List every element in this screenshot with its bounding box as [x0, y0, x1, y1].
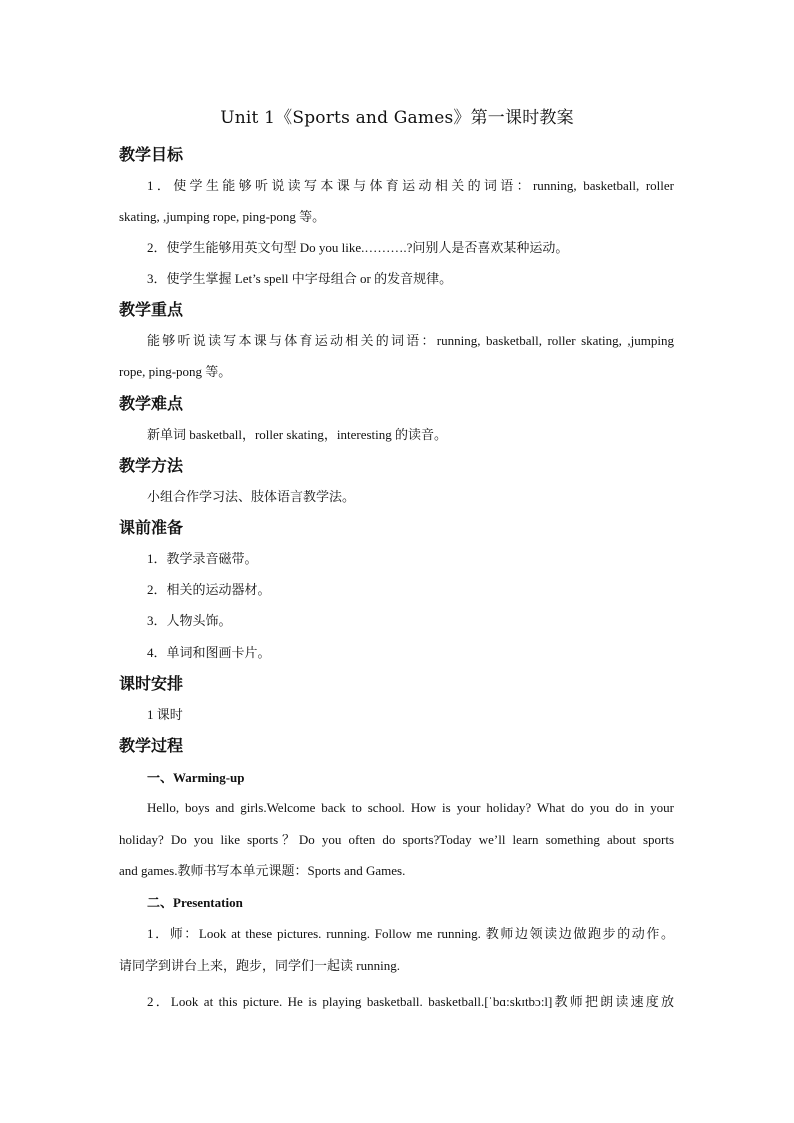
- process-heading: 教学过程: [119, 736, 184, 755]
- methods-heading: 教学方法: [119, 456, 184, 475]
- warming-up-line-2: holiday? Do you like sports？Do you often do sports?Today we’ll learn something about sports: [119, 832, 674, 847]
- schedule-text: 1 课时: [147, 707, 183, 722]
- preparation-item-2: 2．相关的运动器材。: [147, 582, 271, 597]
- preparation-item-3: 3．人物头饰。: [147, 613, 232, 628]
- key-points-line-1: 能够听说读写本课与体育运动相关的词语：running, basketball, roller skating, ,jumping: [147, 333, 674, 348]
- objectives-item-3: 3．使学生掌握 Let’s spell 中字母组合 or 的发音规律。: [147, 271, 453, 286]
- presentation-item-1-line-1: 1．师：Look at these pictures. running. Follow me running. 教师边领读边做跑步的动作。: [147, 926, 674, 941]
- warming-up-line-1: Hello, boys and girls.Welcome back to school. How is your holiday? What do you do in your: [147, 800, 674, 815]
- difficulties-text: 新单词 basketball，roller skating，interesting 的读音。: [147, 427, 448, 442]
- document-title: Unit 1《Sports and Games》第一课时教案: [220, 108, 574, 128]
- presentation-item-1-line-2: 请同学到讲台上来，跑步，同学们一起读 running.: [119, 958, 400, 973]
- objectives-item-2: 2．使学生能够用英文句型 Do you like.……….?问别人是否喜欢某种运动。: [147, 240, 569, 255]
- warming-up-line-3: and games.教师书写本单元课题：Sports and Games.: [119, 863, 406, 878]
- objectives-item-1-line-2: skating, ,jumping rope, ping-pong 等。: [119, 209, 326, 224]
- preparation-item-4: 4．单词和图画卡片。: [147, 645, 271, 660]
- objectives-heading: 教学目标: [119, 145, 184, 164]
- key-points-line-2: rope, ping-pong 等。: [119, 364, 232, 379]
- key-points-heading: 教学重点: [119, 300, 184, 319]
- presentation-title: 二、Presentation: [147, 895, 243, 910]
- presentation-item-2-line-1: 2．Look at this picture. He is playing basketball. basketball.[ˈbɑ:skɪtbɔ:l]教师把朗读速度放: [147, 994, 674, 1009]
- schedule-heading: 课时安排: [119, 674, 184, 693]
- warming-up-title: 一、Warming-up: [147, 770, 245, 785]
- objectives-item-1-line-1: 1．使学生能够听说读写本课与体育运动相关的词语：running, basketball, roller: [147, 178, 674, 193]
- difficulties-heading: 教学难点: [119, 394, 184, 413]
- preparation-item-1: 1．教学录音磁带。: [147, 551, 258, 566]
- methods-text: 小组合作学习法、肢体语言教学法。: [147, 489, 356, 504]
- preparation-heading: 课前准备: [119, 518, 184, 537]
